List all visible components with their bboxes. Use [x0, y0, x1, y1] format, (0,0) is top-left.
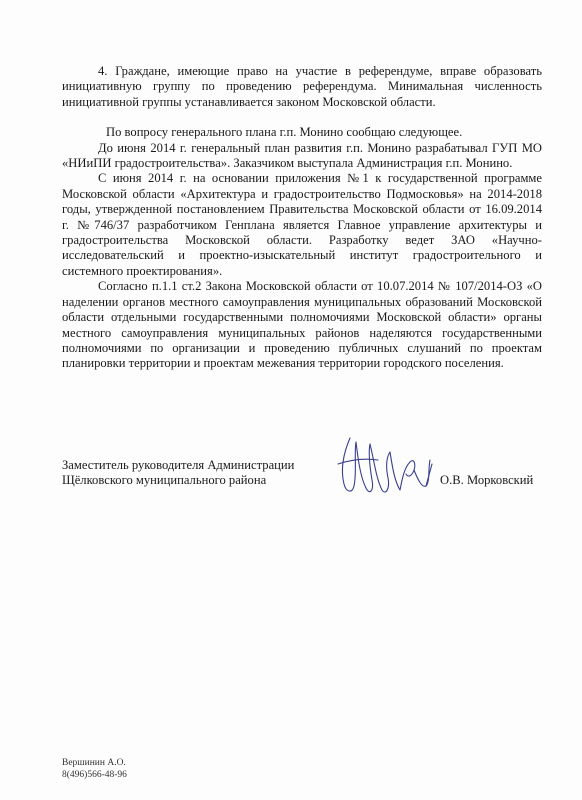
- signatory-name: О.В. Морковский: [440, 473, 534, 487]
- signatory-title-line: Заместитель руководителя Администрации: [62, 458, 295, 472]
- handwritten-signature: [330, 424, 440, 504]
- signature-block: [62, 458, 542, 538]
- paragraph-referendum-group: 4. Граждане, имеющие право на участие в референдуме, вправе образовать инициативную группу по проведению референдума. Минимальная численность инициативной группы устанавливается законом Московской области.: [62, 64, 542, 109]
- letter-body: [62, 64, 542, 372]
- executor-name: Вершинин А.О.: [62, 758, 126, 768]
- signatory-title: [62, 458, 322, 489]
- paragraph-plan-developer-after: С июня 2014 г. на основании приложения №1 к государственной программе Московской области «Архитектура и градостроительство Подмосковья» на 2014-2018 годы, утвержденной постановлением Правительства Московской области от 16.09.2014 г. №746/37 разработчиком Генплана является Главное управление архитектуры и градостроительства Московской области. Разработку ведет ЗАО «Научно-исследовательский и проектно-изыскательный институт градостроительного и системного проектирования».: [62, 171, 542, 278]
- signatory-title-line: Щёлковского муниципального района: [62, 473, 267, 488]
- paragraph-plan-developer-before: До июня 2014 г. генеральный план развития г.п. Монино разрабатывал ГУП МО «НИиПИ градостроительства». Заказчиком выступала Администрация г.п. Монино.: [62, 140, 542, 171]
- executor-footer: [62, 758, 127, 781]
- executor-phone: 8(496)566-48-96: [62, 769, 127, 780]
- paragraph-general-plan-intro: По вопросу генерального плана г.п. Монино сообщаю следующее.: [106, 125, 463, 140]
- paragraph-legal-basis: Согласно п.1.1 ст.2 Закона Московской области от 10.07.2014 № 107/2014-ОЗ «О наделении органов местного самоуправления муниципальных образований Московской области отдельными государственными полномочиями Московской области» органы местного самоуправления муниципальных районов наделяются государственными полномочиями по организации и проведению публичных слушаний по проектам планировки территории и проектам межевания территории городского поселения.: [62, 279, 542, 371]
